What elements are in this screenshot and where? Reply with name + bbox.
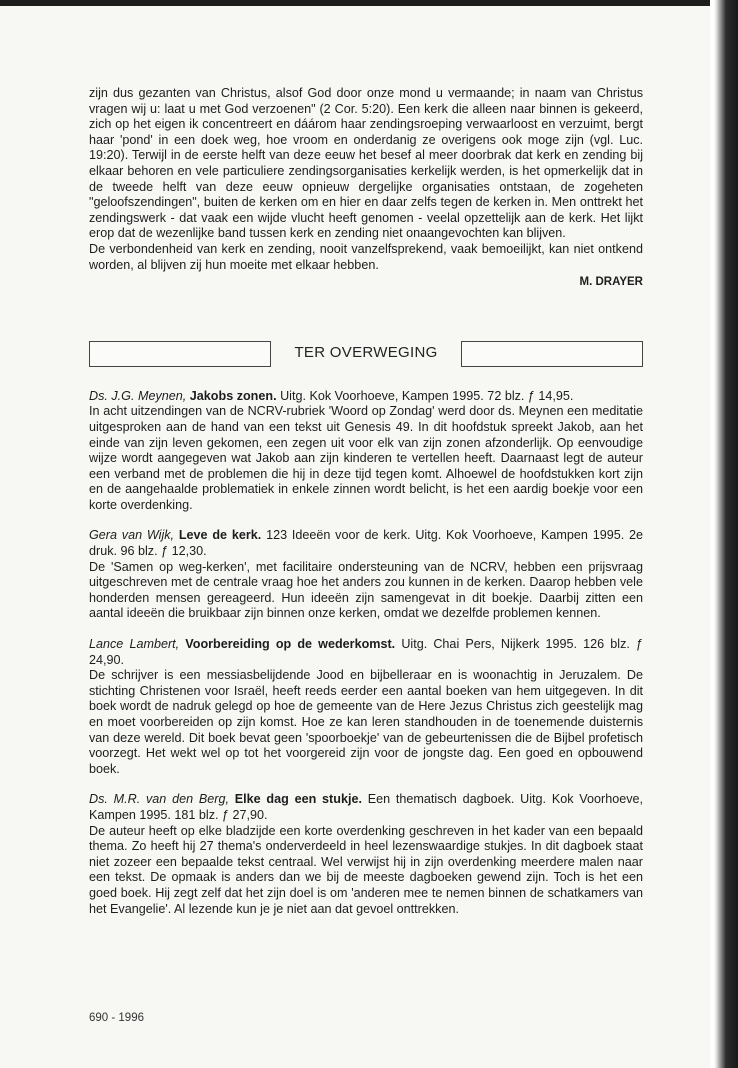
review-title: Leve de kerk.: [178, 528, 262, 543]
heading-box-right: [461, 341, 643, 367]
review-details: Een thematisch dagboek. Uitg. Kok Voorhoeve, Kampen 1995. 181 blz. ƒ 27,90.: [89, 792, 644, 822]
review-details: Uitg. Kok Voorhoeve, Kampen 1995. 72 blz. ƒ 14,95.: [280, 388, 574, 403]
review-entry: [89, 792, 643, 917]
section-heading-banner: [89, 341, 643, 367]
review-entry: [89, 637, 643, 777]
review-body: De schrijver is een messiasbelijdende Jood en bijbelleraar en is woonachtig in Jeruzalem. De stichting Christenen voor Israël, heeft reeds eerder een aantal boeken van hem uitgegeven. In dit boek wordt de nadruk gelegd op hoe de gemeente van de Here Jezus Christus zich geestelijk mag en moet voorbereiden op zijn komst. Hoe ze kan leren standhouden in de toenemende duisternis van deze wereld. Dit boek bevat geen 'spoorboekje' van de gebeurtenissen die de Bijbel profetisch voorzegt. Het wekt wel op tot het voorgereid zijn voor de jongste dag. Een goed en opbouwend boek.: [89, 668, 643, 776]
document-page: [0, 6, 710, 1068]
review-title: Jakobs zonen.: [189, 388, 277, 403]
text-column: [89, 86, 643, 932]
intro-paragraph-1: zijn dus gezanten van Christus, alsof God door onze mond u vermaande; in naam van Christus vragen wij u: laat u met God verzoenen" (2 Cor. 5:20). Een kerk die alleen naar binnen is gekeerd, zich op het eigen ik concentreert en dáárom haar zendingsroeping verwaarloost en verzuimt, bergt haar 'pond' in een doek weg, hoe vroom en onderdanig ze overigens ook moge zijn (vgl. Luc. 19:20). Terwijl in de eerste helft van deze eeuw het besef al meer doorbrak dat kerk en zending bij elkaar behoren en vele particuliere zendingsorganisaties kerkelijk werden, is het opmerkelijk dat in de tweede helft van deze eeuw opnieuw dergelijke organisaties ontstaan, de zogeheten "geloofszendingen", buiten de kerken om en hier en daar zelfs tegen de kerken in. Men onttrekt het zendingswerk - dat vaak een wijde vlucht heeft genomen - veelal opzettelijk aan de kerk. Het lijkt erop dat de wezenlijke band tussen kerk en zending niet onaangevochten kan blijven.: [89, 86, 643, 241]
review-author: Gera van Wijk,: [89, 528, 175, 543]
review-author: Ds. M.R. van den Berg,: [89, 792, 229, 807]
review-title: Voorbereiding op de wederkomst.: [185, 637, 396, 652]
section-heading: TER OVERWEGING: [294, 343, 438, 361]
review-entry: [89, 389, 643, 514]
review-details: Uitg. Chai Pers, Nijkerk 1995. 126 blz. ƒ 24,90.: [89, 637, 644, 667]
review-entry: [89, 528, 643, 622]
review-body: In acht uitzendingen van de NCRV-rubriek 'Woord op Zondag' werd door ds. Meynen een meditatie uitgesproken aan de hand van een tekst uit Genesis 49. In dit hoofdstuk spreekt Jakob, aan het einde van zijn leven gekomen, een zegen uit voor elk van zijn zonen afzonderlijk. Op eenvoudige wijze wordt aangegeven wat Jakob aan zijn kinderen te vertellen heeft. Daarnaast legt de auteur een verband met de problemen die hij in deze tijd tegen komt. Alhoewel de hoofdstukken kort zijn en de aangehaalde problematiek in enkele zinnen wordt belicht, is het een aardig boekje voor een korte overdenking.: [89, 404, 643, 512]
page-edge-shadow: [710, 0, 738, 1068]
review-author: Ds. J.G. Meynen,: [89, 388, 187, 403]
intro-paragraph-2: De verbondenheid van kerk en zending, nooit vanzelfsprekend, vaak bemoeilijkt, kan niet ontkend worden, al blijven zij hun moeite met elkaar hebben.: [89, 241, 643, 272]
review-details: 123 Ideeën voor de kerk. Uitg. Kok Voorhoeve, Kampen 1995. 2e druk. 96 blz. ƒ 12,30.: [89, 528, 644, 559]
review-author: Lance Lambert,: [89, 637, 180, 652]
page-footer: 690 - 1996: [89, 1012, 144, 1024]
review-title: Elke dag een stukje.: [234, 792, 362, 807]
review-body: De auteur heeft op elke bladzijde een korte overdenking geschreven in het kader van een bepaald thema. Zo heeft hij 27 thema's onderverdeeld in heel lezenswaardige stukjes. In dit dagboek staat niet zozeer een bepaalde tekst centraal. Wel verwijst hij in zijn overdenking meerdere malen naar een tekst. De opmaak is anders dan we bij de meeste dagboeken gewend zijn. Toch is het een goed boek. Hij zegt zelf dat het zijn doel is om 'anderen mee te nemen binnen de schatkamers van het Evangelie'. Al lezende kun je je niet aan dat gevoel onttrekken.: [89, 823, 643, 916]
author-signature: M. DRAYER: [579, 276, 643, 289]
review-body: De 'Samen op weg-kerken', met facilitaire ondersteuning van de NCRV, hebben een prijsvraag uitgeschreven met de centrale vraag hoe het anders zou kunnen in de kerken. Daarop hebben vele honderden mensen gereageerd. Hun ideeën zijn samengevat in dit boekje. Daarbij zitten een aantal ideeën die bruikbaar zijn binnen onze kerken, omdat we dezelfde problemen kennen.: [89, 559, 643, 621]
